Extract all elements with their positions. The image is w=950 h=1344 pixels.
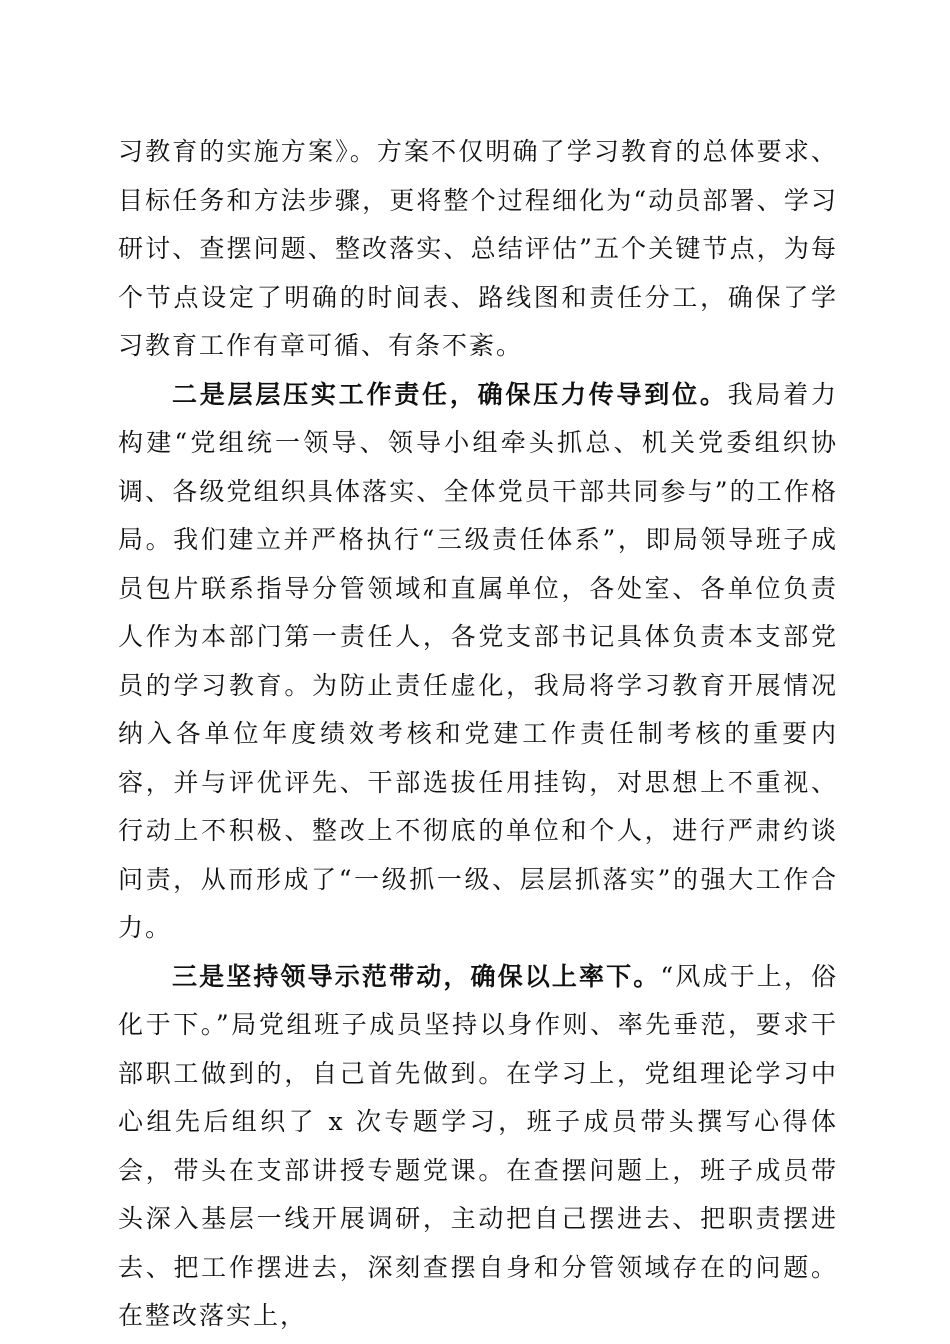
paragraph-lead-heading: 三是坚持领导示范带动，确保以上率下。 (172, 961, 661, 991)
paragraph-responsibility (118, 371, 838, 953)
paragraph-lead-heading: 二是层层压实工作责任，确保压力传导到位。 (172, 379, 728, 409)
paragraph-implementation-plan (118, 128, 838, 371)
paragraph-body: 习教育的实施方案》。方案不仅明确了学习教育的总体要求、目标任务和方法步骤，更将整个过程细化为“动员部署、学习研讨、查摆问题、整改落实、总结评估”五个关键节点，为每个节点设定了明确的时间表、路线图和责任分工，确保了学习教育工作有章可循、有条不紊。 (118, 137, 838, 360)
document-body (118, 128, 838, 1341)
paragraph-leadership-example (118, 953, 838, 1341)
paragraph-body: 我局着力构建“党组统一领导、领导小组牵头抓总、机关党委组织协调、各级党组织具体落实、全体党员干部共同参与”的工作格局。我们建立并严格执行“三级责任体系”，即局领导班子成员包片联系指导分管领域和直属单位，各处室、各单位负责人作为本部门第一责任人，各党支部书记具体负责本支部党员的学习教育。为防止责任虚化，我局将学习教育开展情况纳入各单位年度绩效考核和党建工作责任制考核的重要内容，并与评优评先、干部选拔任用挂钩，对思想上不重视、行动上不积极、整改上不彻底的单位和个人，进行严肃约谈问责，从而形成了“一级抓一级、层层抓落实”的强大工作合力。 (118, 379, 838, 942)
paragraph-body: “风成于上，俗化于下。”局党组班子成员坚持以身作则、率先垂范，要求干部职工做到的，自己首先做到。在学习上，党组理论学习中心组先后组织了 x 次专题学习，班子成员带头撰写心得体会，带头在支部讲授专题党课。在查摆问题上，班子成员带头深入基层一线开展调研，主动把自己摆进去、把职责摆进去、把工作摆进去，深刻查摆自身和分管领域存在的问题。在整改落实上， (118, 961, 838, 1330)
